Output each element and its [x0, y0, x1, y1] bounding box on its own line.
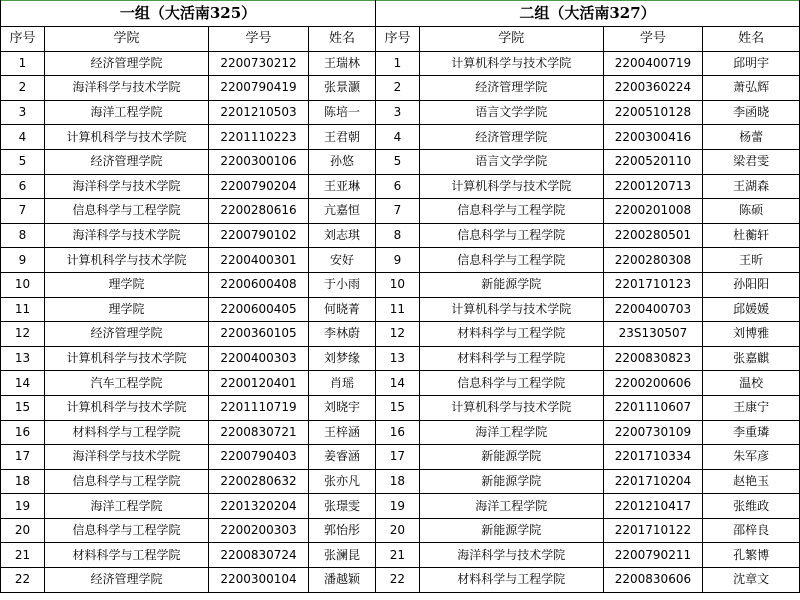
header-seq[interactable]: 序号 — [376, 27, 420, 52]
cell-seq[interactable]: 17 — [1, 445, 45, 470]
cell-id[interactable]: 2201110719 — [209, 395, 309, 420]
table-row — [376, 420, 800, 445]
table-row — [376, 543, 800, 568]
cell-name[interactable]: 陈培一 — [309, 100, 376, 125]
cell-seq[interactable]: 5 — [376, 149, 420, 174]
cell-college[interactable]: 海洋工程学院 — [45, 100, 209, 125]
cell-name[interactable]: 杜蘅轩 — [703, 223, 800, 248]
cell-name[interactable]: 孔繁博 — [703, 543, 800, 568]
cell-seq[interactable]: 11 — [376, 297, 420, 322]
cell-seq[interactable]: 11 — [1, 297, 45, 322]
cell-id[interactable]: 2200300104 — [209, 568, 309, 593]
table-row — [376, 51, 800, 76]
cell-name[interactable]: 王亚琳 — [309, 174, 376, 199]
cell-seq[interactable]: 7 — [1, 199, 45, 224]
header-name[interactable]: 姓名 — [703, 27, 800, 52]
cell-college[interactable]: 材料科学与工程学院 — [419, 346, 603, 371]
table-row — [376, 125, 800, 150]
group2-title-row — [376, 0, 800, 27]
header-id[interactable]: 学号 — [209, 27, 309, 52]
table-row — [376, 174, 800, 199]
cell-name[interactable]: 刘志琪 — [309, 223, 376, 248]
cell-id[interactable]: 2201710204 — [603, 469, 703, 494]
cell-college[interactable]: 海洋工程学院 — [45, 494, 209, 519]
cell-id[interactable]: 2200790403 — [209, 445, 309, 470]
cell-name[interactable]: 温校 — [703, 371, 800, 396]
cell-college[interactable]: 经济管理学院 — [45, 149, 209, 174]
cell-seq[interactable]: 21 — [1, 543, 45, 568]
cell-id[interactable]: 2201210503 — [209, 100, 309, 125]
cell-id[interactable]: 2200790102 — [209, 223, 309, 248]
group2-header-row — [376, 27, 800, 52]
header-id[interactable]: 学号 — [603, 27, 703, 52]
cell-college[interactable]: 材料科学与工程学院 — [45, 420, 209, 445]
cell-seq[interactable]: 1 — [376, 51, 420, 76]
cell-name[interactable]: 张嘉麒 — [703, 346, 800, 371]
table-row — [1, 297, 376, 322]
cell-seq[interactable]: 18 — [376, 469, 420, 494]
cell-name[interactable]: 朱军彦 — [703, 445, 800, 470]
cell-name[interactable]: 邱明宇 — [703, 51, 800, 76]
cell-name[interactable]: 赵艳玉 — [703, 469, 800, 494]
cell-id[interactable]: 2200790419 — [209, 76, 309, 101]
cell-name[interactable]: 孙阳阳 — [703, 272, 800, 297]
cell-name[interactable]: 安好 — [309, 248, 376, 273]
cell-college[interactable]: 经济管理学院 — [45, 322, 209, 347]
cell-seq[interactable]: 12 — [1, 322, 45, 347]
cell-college[interactable]: 语言文学学院 — [419, 100, 603, 125]
cell-id[interactable]: 2200400703 — [603, 297, 703, 322]
cell-college[interactable]: 海洋科学与技术学院 — [45, 445, 209, 470]
cell-college[interactable]: 汽车工程学院 — [45, 371, 209, 396]
cell-name[interactable]: 王湖森 — [703, 174, 800, 199]
cell-college[interactable]: 信息科学与工程学院 — [45, 469, 209, 494]
cell-id[interactable]: 2200730212 — [209, 51, 309, 76]
cell-college[interactable]: 海洋科学与技术学院 — [45, 76, 209, 101]
cell-name[interactable]: 张亦凡 — [309, 469, 376, 494]
cell-seq[interactable]: 19 — [1, 494, 45, 519]
table-row — [1, 494, 376, 519]
cell-name[interactable]: 王康宁 — [703, 395, 800, 420]
cell-college[interactable]: 新能源学院 — [419, 518, 603, 543]
cell-college[interactable]: 材料科学与工程学院 — [419, 322, 603, 347]
cell-college[interactable]: 理学院 — [45, 297, 209, 322]
cell-college[interactable]: 经济管理学院 — [45, 568, 209, 593]
cell-name[interactable]: 肖瑶 — [309, 371, 376, 396]
table-row — [1, 543, 376, 568]
cell-seq[interactable]: 4 — [376, 125, 420, 150]
cell-id[interactable]: 2200830721 — [209, 420, 309, 445]
cell-name[interactable]: 王梓涵 — [309, 420, 376, 445]
cell-name[interactable]: 张景灏 — [309, 76, 376, 101]
cell-id[interactable]: 2200830606 — [603, 568, 703, 593]
group2-title[interactable]: 二组（大活南327） — [376, 0, 800, 27]
cell-college[interactable]: 计算机科学与技术学院 — [45, 395, 209, 420]
cell-name[interactable]: 刘晓宇 — [309, 395, 376, 420]
cell-college[interactable]: 计算机科学与技术学院 — [45, 125, 209, 150]
cell-seq[interactable]: 12 — [376, 322, 420, 347]
table-row — [376, 322, 800, 347]
table-row — [376, 248, 800, 273]
cell-id[interactable]: 2200600408 — [209, 272, 309, 297]
header-college[interactable]: 学院 — [45, 27, 209, 52]
cell-college[interactable]: 经济管理学院 — [419, 76, 603, 101]
table-row — [1, 76, 376, 101]
cell-name[interactable]: 陈硕 — [703, 199, 800, 224]
cell-name[interactable]: 郭怡彤 — [309, 518, 376, 543]
table-row — [1, 125, 376, 150]
cell-seq[interactable]: 10 — [376, 272, 420, 297]
cell-seq[interactable]: 21 — [376, 543, 420, 568]
cell-college[interactable]: 新能源学院 — [419, 445, 603, 470]
group1-header-row — [1, 27, 376, 52]
cell-id[interactable]: 2200830724 — [209, 543, 309, 568]
table-row — [376, 371, 800, 396]
cell-id[interactable]: 2200120401 — [209, 371, 309, 396]
cell-id[interactable]: 23S130507 — [603, 322, 703, 347]
cell-seq[interactable]: 3 — [1, 100, 45, 125]
table-row — [376, 76, 800, 101]
cell-college[interactable]: 计算机科学与技术学院 — [45, 248, 209, 273]
table-row — [376, 469, 800, 494]
cell-college[interactable]: 计算机科学与技术学院 — [419, 395, 603, 420]
table-row — [1, 51, 376, 76]
cell-college[interactable]: 计算机科学与技术学院 — [45, 346, 209, 371]
cell-id[interactable]: 2200830823 — [603, 346, 703, 371]
cell-id[interactable]: 2201110607 — [603, 395, 703, 420]
cell-seq[interactable]: 2 — [376, 76, 420, 101]
cell-name[interactable]: 李函晓 — [703, 100, 800, 125]
cell-seq[interactable]: 14 — [376, 371, 420, 396]
cell-college[interactable]: 海洋工程学院 — [419, 420, 603, 445]
table-row — [376, 272, 800, 297]
table-row — [376, 297, 800, 322]
cell-college[interactable]: 计算机科学与技术学院 — [419, 174, 603, 199]
cell-name[interactable]: 杨蕾 — [703, 125, 800, 150]
cell-seq[interactable]: 13 — [1, 346, 45, 371]
table-row — [1, 568, 376, 593]
cell-college[interactable]: 新能源学院 — [419, 272, 603, 297]
cell-college[interactable]: 信息科学与工程学院 — [45, 518, 209, 543]
cell-id[interactable]: 2200280501 — [603, 223, 703, 248]
cell-id[interactable]: 2200400303 — [209, 346, 309, 371]
cell-seq[interactable]: 14 — [1, 371, 45, 396]
cell-seq[interactable]: 4 — [1, 125, 45, 150]
cell-seq[interactable]: 16 — [1, 420, 45, 445]
cell-seq[interactable]: 3 — [376, 100, 420, 125]
cell-name[interactable]: 于小雨 — [309, 272, 376, 297]
cell-name[interactable]: 刘博雅 — [703, 322, 800, 347]
table-row — [1, 346, 376, 371]
table-row — [1, 149, 376, 174]
cell-id[interactable]: 2201710122 — [603, 518, 703, 543]
cell-seq[interactable]: 5 — [1, 149, 45, 174]
cell-seq[interactable]: 20 — [1, 518, 45, 543]
cell-name[interactable]: 亢嘉恒 — [309, 199, 376, 224]
header-name[interactable]: 姓名 — [309, 27, 376, 52]
table-row — [376, 568, 800, 593]
table-row — [1, 100, 376, 125]
table-row — [1, 174, 376, 199]
cell-id[interactable]: 2200600405 — [209, 297, 309, 322]
table-row — [376, 149, 800, 174]
cell-name[interactable]: 萧弘辉 — [703, 76, 800, 101]
cell-college[interactable]: 语言文学学院 — [419, 149, 603, 174]
cell-seq[interactable]: 15 — [376, 395, 420, 420]
table-row — [1, 518, 376, 543]
cell-id[interactable]: 2200280308 — [603, 248, 703, 273]
cell-college[interactable]: 信息科学与工程学院 — [419, 248, 603, 273]
cell-seq[interactable]: 1 — [1, 51, 45, 76]
table-row — [376, 518, 800, 543]
cell-seq[interactable]: 13 — [376, 346, 420, 371]
cell-college[interactable]: 经济管理学院 — [45, 51, 209, 76]
cell-college[interactable]: 材料科学与工程学院 — [419, 568, 603, 593]
cell-name[interactable]: 沈章文 — [703, 568, 800, 593]
table-row — [1, 322, 376, 347]
cell-college[interactable]: 海洋科学与技术学院 — [45, 174, 209, 199]
cell-seq[interactable]: 17 — [376, 445, 420, 470]
header-seq[interactable]: 序号 — [1, 27, 45, 52]
cell-id[interactable]: 2200280616 — [209, 199, 309, 224]
cell-id[interactable]: 2200300416 — [603, 125, 703, 150]
cell-name[interactable]: 何晓菁 — [309, 297, 376, 322]
cell-seq[interactable]: 22 — [1, 568, 45, 593]
cell-id[interactable]: 2201110223 — [209, 125, 309, 150]
table-row — [376, 100, 800, 125]
cell-seq[interactable]: 7 — [376, 199, 420, 224]
group2-table — [375, 0, 800, 593]
cell-college[interactable]: 信息科学与工程学院 — [419, 371, 603, 396]
group1-title[interactable]: 一组（大活南325） — [1, 0, 376, 27]
cell-seq[interactable]: 8 — [376, 223, 420, 248]
table-row — [1, 469, 376, 494]
cell-name[interactable]: 姜睿涵 — [309, 445, 376, 470]
cell-seq[interactable]: 15 — [1, 395, 45, 420]
cell-seq[interactable]: 20 — [376, 518, 420, 543]
cell-name[interactable]: 王昕 — [703, 248, 800, 273]
cell-id[interactable]: 2200400301 — [209, 248, 309, 273]
cell-id[interactable]: 2200790204 — [209, 174, 309, 199]
cell-name[interactable]: 潘越颖 — [309, 568, 376, 593]
table-row — [1, 445, 376, 470]
cell-id[interactable]: 2200201008 — [603, 199, 703, 224]
cell-seq[interactable]: 18 — [1, 469, 45, 494]
cell-college[interactable]: 经济管理学院 — [419, 125, 603, 150]
cell-id[interactable]: 2201710123 — [603, 272, 703, 297]
cell-id[interactable]: 2200300106 — [209, 149, 309, 174]
cell-id[interactable]: 2200730109 — [603, 420, 703, 445]
cell-college[interactable]: 海洋科学与技术学院 — [419, 543, 603, 568]
table-row — [1, 420, 376, 445]
cell-name[interactable]: 邵梓良 — [703, 518, 800, 543]
cell-name[interactable]: 王君朝 — [309, 125, 376, 150]
group1-body — [1, 0, 376, 592]
cell-id[interactable]: 2200120713 — [603, 174, 703, 199]
cell-college[interactable]: 海洋科学与技术学院 — [45, 223, 209, 248]
cell-name[interactable]: 邱媛媛 — [703, 297, 800, 322]
cell-id[interactable]: 2200280632 — [209, 469, 309, 494]
cell-seq[interactable]: 16 — [376, 420, 420, 445]
table-row — [1, 199, 376, 224]
cell-seq[interactable]: 2 — [1, 76, 45, 101]
table-row — [376, 223, 800, 248]
cell-id[interactable]: 2200360105 — [209, 322, 309, 347]
cell-seq[interactable]: 8 — [1, 223, 45, 248]
cell-college[interactable]: 信息科学与工程学院 — [419, 223, 603, 248]
cell-name[interactable]: 刘梦缘 — [309, 346, 376, 371]
cell-name[interactable]: 孙悠 — [309, 149, 376, 174]
table-row — [376, 199, 800, 224]
cell-id[interactable]: 2200360224 — [603, 76, 703, 101]
cell-college[interactable]: 计算机科学与技术学院 — [419, 51, 603, 76]
table-row — [1, 395, 376, 420]
cell-name[interactable]: 张澜昆 — [309, 543, 376, 568]
cell-name[interactable]: 李重璘 — [703, 420, 800, 445]
cell-seq[interactable]: 6 — [1, 174, 45, 199]
cell-name[interactable]: 王瑞林 — [309, 51, 376, 76]
cell-seq[interactable]: 9 — [376, 248, 420, 273]
cell-college[interactable]: 海洋工程学院 — [419, 494, 603, 519]
cell-college[interactable]: 新能源学院 — [419, 469, 603, 494]
cell-seq[interactable]: 22 — [376, 568, 420, 593]
cell-college[interactable]: 信息科学与工程学院 — [45, 199, 209, 224]
table-row — [376, 395, 800, 420]
cell-college[interactable]: 计算机科学与技术学院 — [419, 297, 603, 322]
cell-id[interactable]: 2201710334 — [603, 445, 703, 470]
cell-seq[interactable]: 10 — [1, 272, 45, 297]
group1-title-row — [1, 0, 376, 27]
group2-body — [376, 0, 800, 592]
table-row — [1, 371, 376, 396]
cell-id[interactable]: 2200200606 — [603, 371, 703, 396]
cell-name[interactable]: 张维政 — [703, 494, 800, 519]
table-row — [1, 223, 376, 248]
cell-name[interactable]: 梁君雯 — [703, 149, 800, 174]
cell-id[interactable]: 2200200303 — [209, 518, 309, 543]
cell-college[interactable]: 信息科学与工程学院 — [419, 199, 603, 224]
cell-name[interactable]: 张璟雯 — [309, 494, 376, 519]
cell-id[interactable]: 2201320204 — [209, 494, 309, 519]
cell-id[interactable]: 2200520110 — [603, 149, 703, 174]
table-row — [376, 346, 800, 371]
cell-seq[interactable]: 9 — [1, 248, 45, 273]
cell-id[interactable]: 2200790211 — [603, 543, 703, 568]
table-row — [376, 494, 800, 519]
cell-name[interactable]: 李林蔚 — [309, 322, 376, 347]
table-row — [1, 272, 376, 297]
header-college[interactable]: 学院 — [419, 27, 603, 52]
table-row — [1, 248, 376, 273]
cell-seq[interactable]: 19 — [376, 494, 420, 519]
group1-table — [0, 0, 376, 593]
cell-college[interactable]: 理学院 — [45, 272, 209, 297]
cell-seq[interactable]: 6 — [376, 174, 420, 199]
cell-college[interactable]: 材料科学与工程学院 — [45, 543, 209, 568]
cell-id[interactable]: 2200400719 — [603, 51, 703, 76]
cell-id[interactable]: 2200510128 — [603, 100, 703, 125]
cell-id[interactable]: 2201210417 — [603, 494, 703, 519]
table-row — [376, 445, 800, 470]
